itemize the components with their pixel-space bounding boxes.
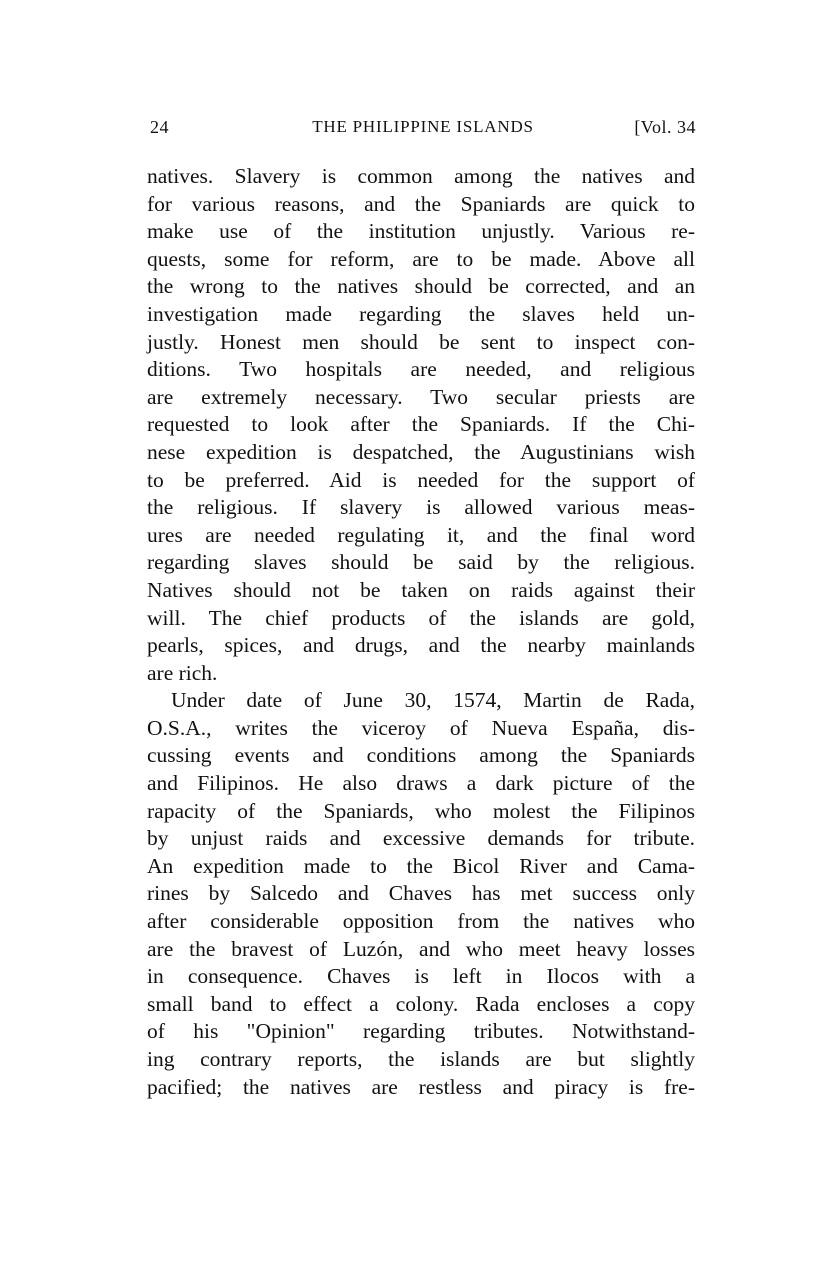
text-line: O.S.A., writes the viceroy of Nueva España, dis- (147, 715, 695, 740)
book-title: THE PHILIPPINE ISLANDS (312, 117, 534, 136)
text-line: will. The chief products of the islands are gold, (147, 605, 695, 630)
text-line: rapacity of the Spaniards, who molest the Filipinos (147, 798, 695, 823)
text-line: Under date of June 30, 1574, Martin de Rada, (171, 688, 695, 713)
text-line: regarding slaves should be said by the religious. (147, 550, 695, 575)
body-text (147, 163, 695, 1101)
text-line: the wrong to the natives should be corrected, and an (147, 274, 695, 299)
text-line: by unjust raids and excessive demands for tribute. (147, 826, 695, 851)
text-line: for various reasons, and the Spaniards are quick to (147, 191, 695, 216)
text-line: of his "Opinion" regarding tributes. Notwithstand- (147, 1019, 695, 1044)
text-line: the religious. If slavery is allowed various meas- (147, 495, 695, 520)
page-number: 24 (150, 117, 169, 137)
text-line: quests, some for reform, are to be made. Above all (147, 246, 695, 271)
text-line: justly. Honest men should be sent to inspect con- (147, 329, 695, 354)
text-line: An expedition made to the Bicol River and Cama- (147, 853, 695, 878)
text-line: ures are needed regulating it, and the final word (147, 522, 695, 547)
text-line: are rich. (147, 660, 218, 685)
text-line: after considerable opposition from the natives who (147, 909, 695, 934)
text-line: rines by Salcedo and Chaves has met success only (147, 881, 695, 906)
paragraph-1 (147, 163, 695, 687)
volume-label: [Vol. 34 (634, 117, 696, 137)
text-line: small band to effect a colony. Rada encloses a copy (147, 991, 695, 1016)
text-line: investigation made regarding the slaves held un- (147, 301, 695, 326)
text-line: pacified; the natives are restless and piracy is fre- (147, 1074, 695, 1099)
text-line: are the bravest of Luzón, and who meet heavy losses (147, 936, 695, 961)
text-line: cussing events and conditions among the Spaniards (147, 743, 695, 768)
text-line: make use of the institution unjustly. Various re- (147, 219, 695, 244)
text-line: pearls, spices, and drugs, and the nearby mainlands (147, 633, 695, 658)
text-line: nese expedition is despatched, the Augustinians wish (147, 439, 695, 464)
paragraph-2 (147, 687, 695, 1101)
text-line: natives. Slavery is common among the natives and (147, 164, 695, 188)
text-line: and Filipinos. He also draws a dark picture of the (147, 771, 695, 796)
text-line: are extremely necessary. Two secular priests are (147, 384, 695, 409)
running-head (150, 117, 696, 141)
text-line: ditions. Two hospitals are needed, and religious (147, 357, 695, 382)
text-line: ing contrary reports, the islands are but slightly (147, 1047, 695, 1071)
text-line: requested to look after the Spaniards. If the Chi- (147, 412, 695, 437)
text-line: to be preferred. Aid is needed for the support of (147, 467, 695, 492)
text-line: Natives should not be taken on raids against their (147, 577, 695, 602)
text-line: in consequence. Chaves is left in Ilocos with a (147, 964, 695, 989)
